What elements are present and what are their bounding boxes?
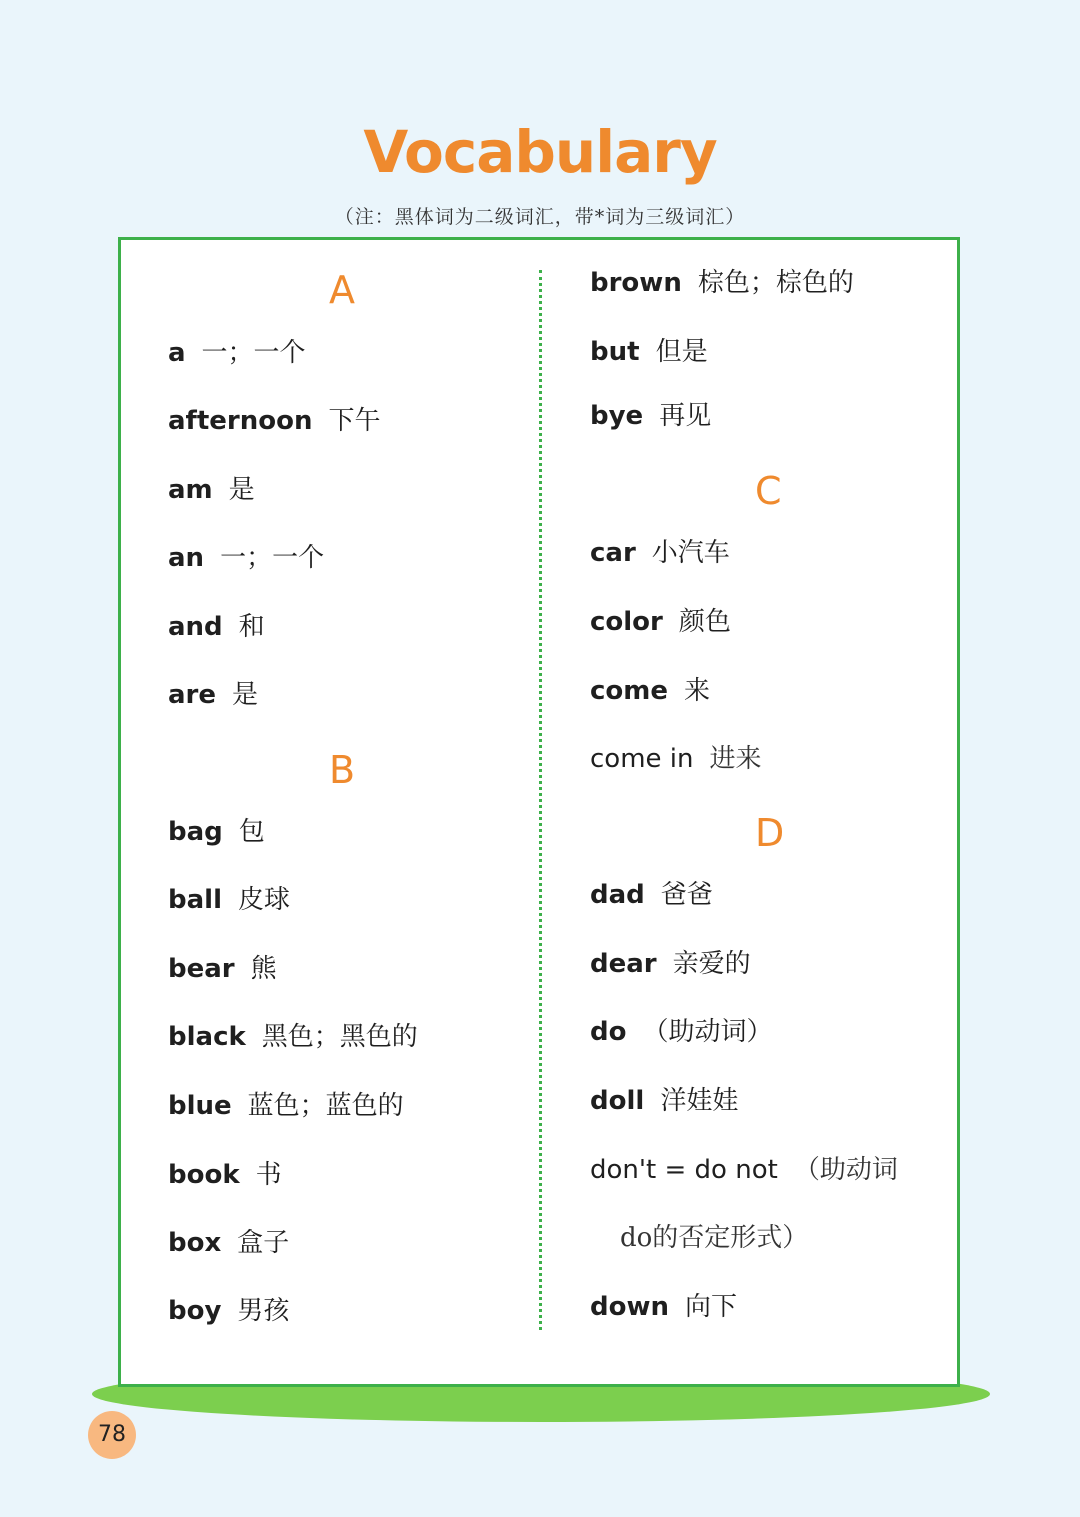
letter-heading-b: B [329,748,356,792]
entry-word: afternoon [168,406,313,436]
entry-word: book [168,1160,240,1190]
entry-word: bye [590,401,644,431]
entry-word: car [590,538,636,568]
entry-come-in [590,742,762,776]
entry-down [590,1290,737,1324]
page-number-badge: 78 [88,1411,136,1459]
entry-word: ball [168,885,222,915]
entry-meaning: 小汽车 [651,538,730,568]
entry-meaning: 是 [232,680,259,710]
entry-black [168,1020,418,1054]
entry-car [590,536,730,570]
entry-do [590,1015,773,1049]
entry-meaning: 亲爱的 [672,949,751,979]
vocabulary-note: （注：黑体词为二级词汇，带*词为三级词汇） [334,206,746,228]
entry-brown [590,266,854,300]
entry-meaning: 一；一个 [220,543,325,573]
entry-dont-continued [620,1221,808,1255]
entry-bag [168,815,265,849]
page-title: Vocabulary [363,118,717,186]
entry-word: dad [590,880,645,910]
entry-boy [168,1294,289,1328]
entry-word: doll [590,1086,645,1116]
entry-meaning: 进来 [709,744,762,774]
entry-meaning: （助动词 [793,1155,898,1185]
entry-are [168,678,258,712]
entry-meaning: 再见 [659,401,712,431]
entry-word: brown [590,268,682,298]
entry-meaning: 黑色；黑色的 [261,1022,418,1052]
entry-box [168,1226,289,1260]
entry-dont [590,1153,898,1187]
entry-meaning: 男孩 [237,1296,290,1326]
entry-meaning: 颜色 [678,607,731,637]
entry-come [590,674,710,708]
entry-doll [590,1084,738,1118]
entry-meaning: 熊 [250,954,277,984]
entry-word: but [590,337,640,367]
entry-word: am [168,475,213,505]
letter-heading-c: C [755,469,782,513]
entry-meaning: 洋娃娃 [660,1086,739,1116]
entry-a [168,336,306,370]
entry-word: down [590,1292,670,1322]
entry-meaning: 盒子 [237,1228,290,1258]
entry-word: a [168,338,186,368]
entry-meaning: 和 [238,612,265,642]
entry-meaning: （助动词） [642,1017,773,1047]
entry-bye [590,399,711,433]
entry-meaning: 向下 [685,1292,738,1322]
entry-meaning: 是 [228,475,255,505]
entry-word: dear [590,949,657,979]
entry-but [590,335,708,369]
entry-meaning: 一；一个 [201,338,306,368]
entry-afternoon [168,404,381,438]
entry-word: an [168,543,205,573]
entry-am [168,473,255,507]
entry-word: box [168,1228,222,1258]
entry-dad [590,878,713,912]
entry-meaning: 下午 [328,406,381,436]
letter-heading-a: A [329,268,355,312]
entry-meaning: 蓝色；蓝色的 [247,1091,404,1121]
entry-meaning: 包 [238,817,265,847]
entry-and [168,610,265,644]
entry-bear [168,952,277,986]
entry-meaning: 爸爸 [660,880,713,910]
entry-meaning: 来 [684,676,711,706]
entry-word: come in [590,744,694,774]
entry-word: black [168,1022,246,1052]
entry-word: do [590,1017,627,1047]
entry-meaning: do的否定形式） [620,1223,809,1253]
entry-dear [590,947,751,981]
entry-meaning: 皮球 [237,885,290,915]
entry-meaning: 但是 [655,337,708,367]
entry-word: come [590,676,668,706]
entry-word: and [168,612,223,642]
entry-color [590,605,731,639]
entry-word: boy [168,1296,222,1326]
entry-meaning: 棕色；棕色的 [697,268,854,298]
entry-word: bear [168,954,235,984]
entry-word: bag [168,817,223,847]
entry-word: color [590,607,663,637]
letter-heading-d: D [755,811,785,855]
entry-ball [168,883,290,917]
entry-word: don't = do not [590,1155,778,1185]
entry-blue [168,1089,404,1123]
entry-meaning: 书 [255,1160,282,1190]
entry-an [168,541,324,575]
entry-word: blue [168,1091,232,1121]
entry-word: are [168,680,217,710]
column-divider [539,270,542,1330]
entry-book [168,1158,282,1192]
